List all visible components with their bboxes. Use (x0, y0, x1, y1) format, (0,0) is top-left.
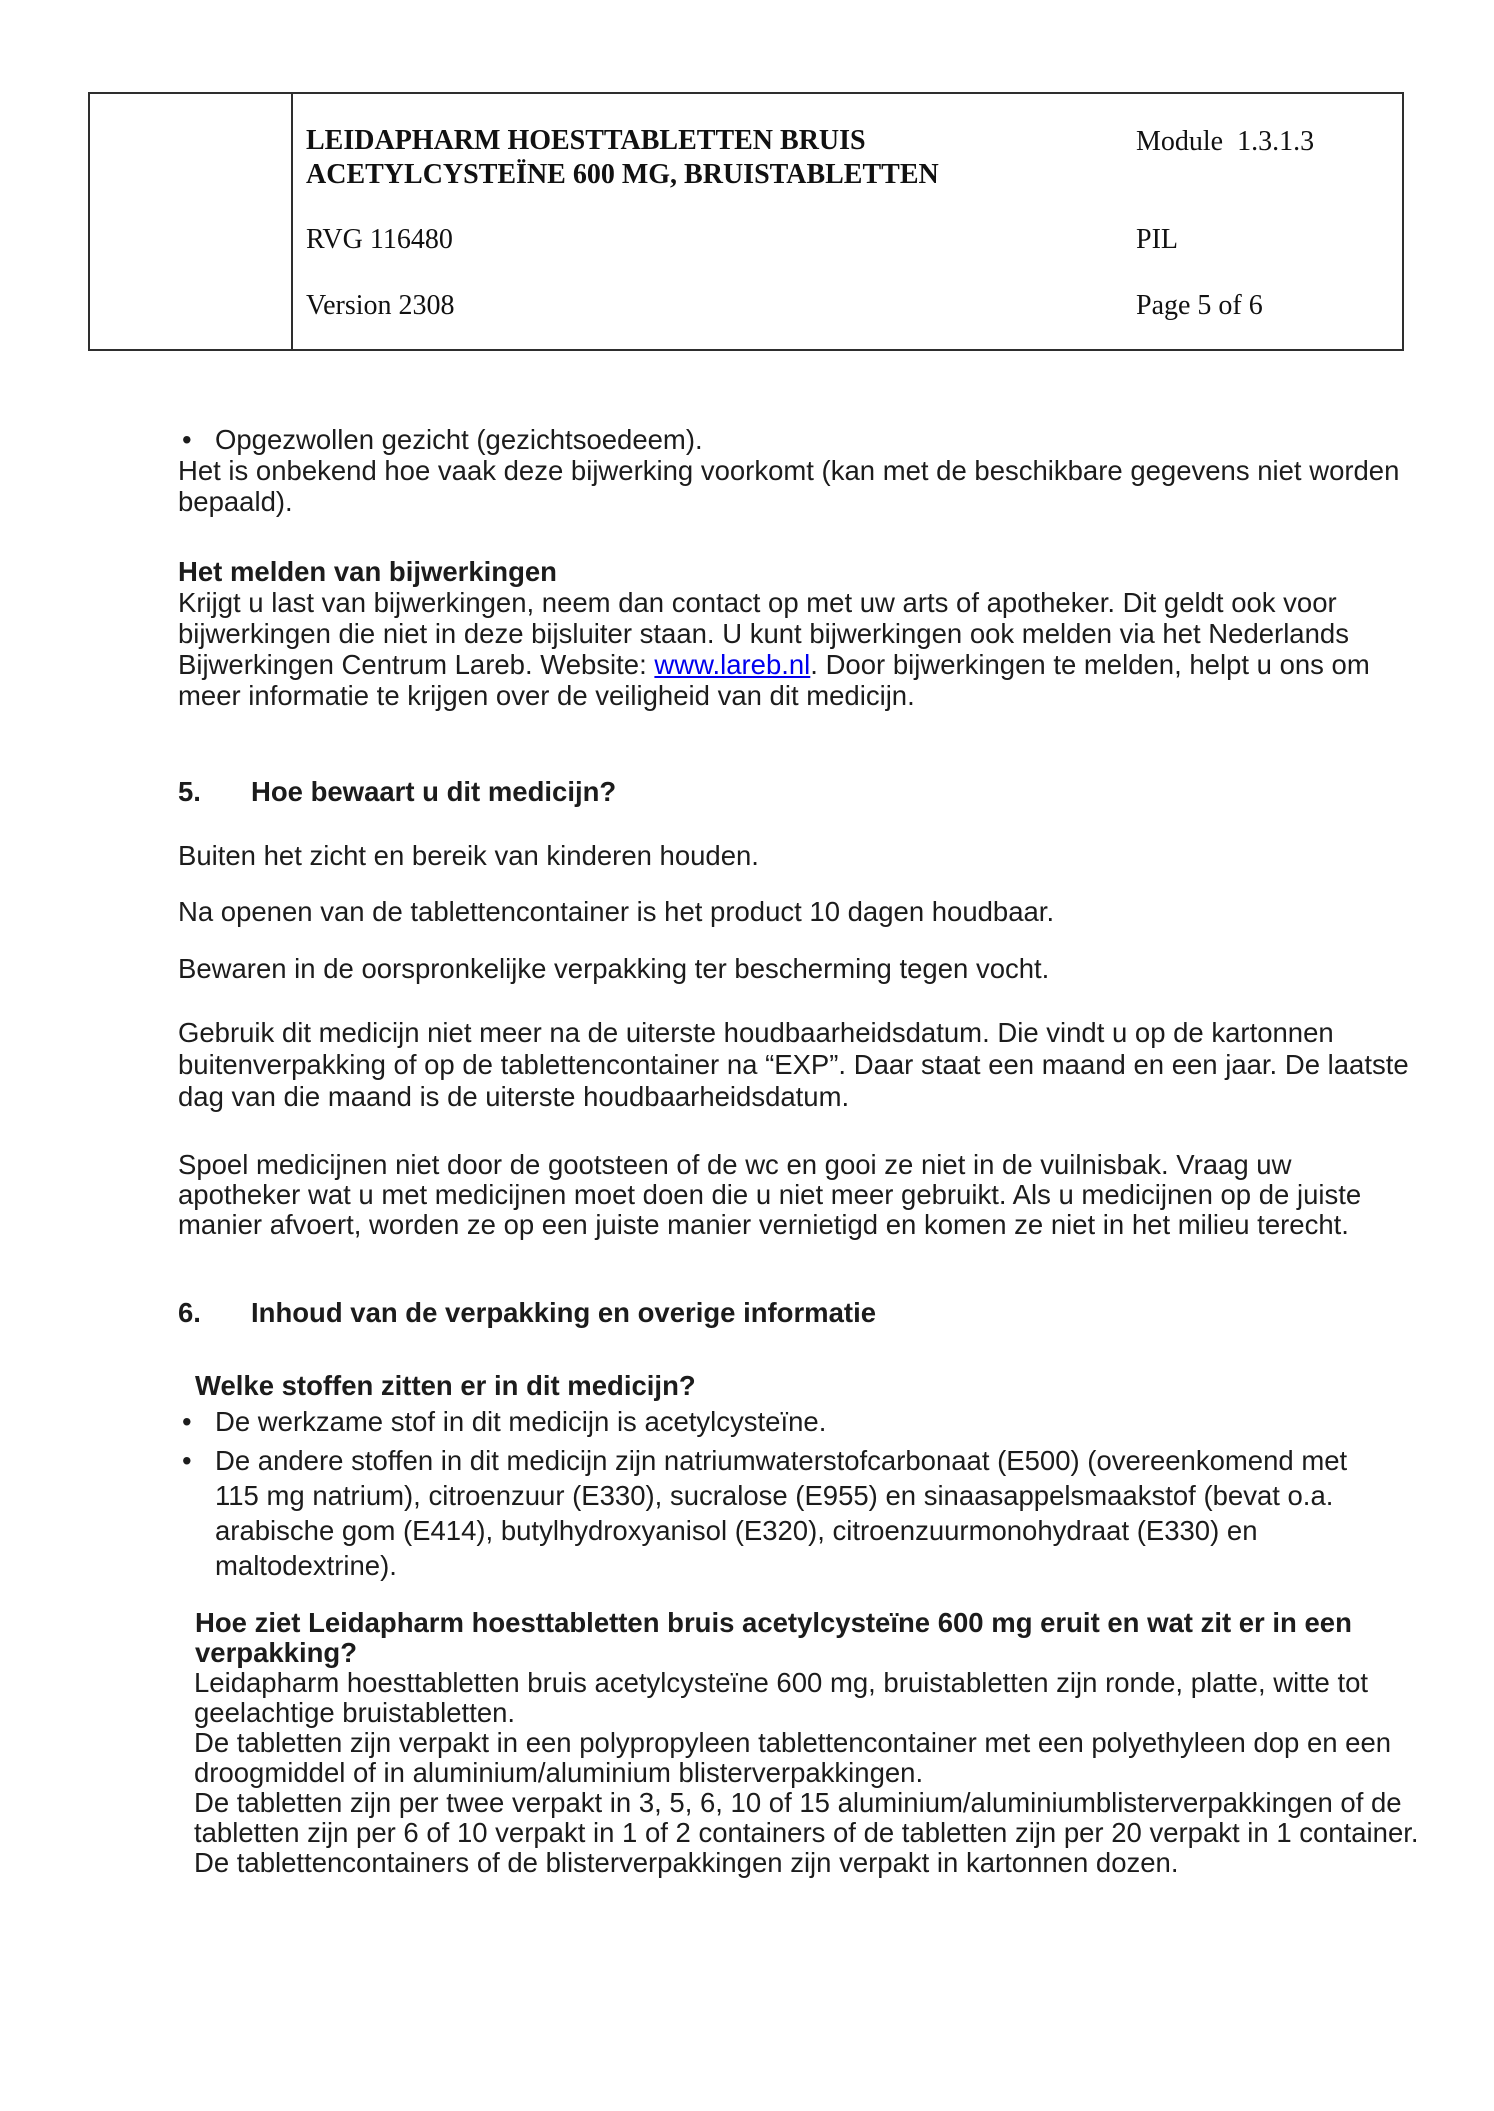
paragraph-text: Bijwerkingen Centrum Lareb. Website: (178, 649, 655, 680)
section-5-heading (178, 776, 616, 807)
paragraph-line: apotheker wat u met medicijnen moet doen die u niet meer gebruikt. Als u medicijnen op de juiste (178, 1179, 1362, 1210)
reporting-heading: Het melden van bijwerkingen (178, 556, 557, 587)
page-number: Page 5 of 6 (1136, 290, 1263, 321)
paragraph-line: dag van die maand is de uiterste houdbaarheidsdatum. (178, 1081, 850, 1112)
product-title (306, 124, 939, 192)
doc-type-label: PIL (1136, 224, 1178, 255)
appearance-heading (195, 1608, 1352, 1668)
section-number: 5. (178, 776, 201, 807)
paragraph-line: maltodextrine). (215, 1550, 397, 1581)
composition-heading: Welke stoffen zitten er in dit medicijn? (195, 1370, 696, 1401)
paragraph-line: geelachtige bruistabletten. (194, 1697, 516, 1728)
paragraph-line: buitenverpakking of op de tablettencontainer na “EXP”. Daar staat een maand en een jaar. De laatste (178, 1049, 1409, 1080)
paragraph-line: manier afvoert, worden ze op een juiste manier vernietigd en komen ze niet in het milieu terecht. (178, 1209, 1349, 1240)
version-label: Version 2308 (306, 290, 455, 321)
composition-list (178, 1404, 1347, 1583)
list-item (178, 1404, 1347, 1439)
heading-line: Hoe ziet Leidapharm hoesttabletten bruis acetylcysteïne 600 mg eruit en wat zit er in een (195, 1607, 1352, 1638)
side-effect-text: Opgezwollen gezicht (gezichtsoedeem). (215, 424, 703, 455)
side-effects-block (178, 424, 1399, 517)
storage-p3: Bewaren in de oorspronkelijke verpakking ter bescherming tegen vocht. (178, 953, 1050, 984)
paragraph-line: arabische gom (E414), butylhydroxyanisol (E320), citroenzuurmonohydraat (E330) en (215, 1515, 1258, 1546)
paragraph-line: bepaald). (178, 486, 293, 517)
storage-p1: Buiten het zicht en bereik van kinderen houden. (178, 840, 759, 871)
section-title: Inhoud van de verpakking en overige informatie (251, 1297, 877, 1328)
storage-p5 (178, 1150, 1361, 1240)
paragraph-line: droogmiddel of in aluminium/aluminium blisterverpakkingen. (194, 1757, 924, 1788)
header-column-divider (291, 94, 293, 349)
paragraph-line: Het is onbekend hoe vaak deze bijwerking voorkomt (kan met de beschikbare gegevens niet worden (178, 455, 1400, 486)
storage-p2: Na openen van de tablettencontainer is het product 10 dagen houdbaar. (178, 896, 1055, 927)
paragraph-line: meer informatie te krijgen over de veiligheid van dit medicijn. (178, 680, 915, 711)
paragraph-line: Gebruik dit medicijn niet meer na de uiterste houdbaarheidsdatum. Die vindt u op de kartonnen (178, 1017, 1334, 1048)
paragraph-line: Leidapharm hoesttabletten bruis acetylcysteïne 600 mg, bruistabletten zijn ronde, platte, witte tot (194, 1667, 1369, 1698)
heading-line: verpakking? (195, 1637, 358, 1668)
reporting-paragraph (178, 587, 1370, 711)
paragraph-line: bijwerkingen die niet in deze bijsluiter staan. U kunt bijwerkingen ook melden via het Nederlands (178, 618, 1349, 649)
section-6-heading (178, 1297, 876, 1328)
paragraph-line: Krijgt u last van bijwerkingen, neem dan contact op met uw arts of apotheker. Dit geldt ook voor (178, 587, 1337, 618)
paragraph-line (178, 649, 1370, 680)
paragraph-line: De tablettencontainers of de blisterverpakkingen zijn verpakt in kartonnen dozen. (194, 1847, 1179, 1878)
appearance-paragraph (194, 1668, 1419, 1878)
ingredient-text: De andere stoffen in dit medicijn zijn natriumwaterstofcarbonaat (E500) (overeenkomend met (215, 1445, 1348, 1476)
lareb-website-link[interactable]: www.lareb.nl (654, 649, 811, 680)
bullet-icon: • (182, 1445, 192, 1476)
paragraph-text: . Door bijwerkingen te melden, helpt u ons om (810, 649, 1370, 680)
list-item (178, 1443, 1347, 1478)
paragraph-line: Spoel medicijnen niet door de gootsteen of de wc en gooi ze niet in de vuilnisbak. Vraag uw (178, 1149, 1292, 1180)
paragraph-line: De tabletten zijn per twee verpakt in 3, 5, 6, 10 of 15 aluminium/aluminiumblisterverpakkingen of de (194, 1787, 1402, 1818)
rvg-number: RVG 116480 (306, 224, 453, 255)
section-title: Hoe bewaart u dit medicijn? (251, 776, 617, 807)
product-title-line2: ACETYLCYSTEÏNE 600 MG, BRUISTABLETTEN (306, 159, 939, 190)
module-label: Module 1.3.1.3 (1136, 126, 1315, 157)
ingredient-text: De werkzame stof in dit medicijn is acetylcysteïne. (215, 1406, 827, 1437)
list-item (178, 424, 1399, 455)
storage-p4 (178, 1017, 1409, 1113)
bullet-icon: • (182, 1406, 192, 1437)
paragraph-line: tabletten zijn per 6 of 10 verpakt in 1 of 2 containers of de tabletten zijn per 20 verpakt in 1 container. (194, 1817, 1419, 1848)
section-number: 6. (178, 1297, 201, 1328)
bullet-icon: • (182, 424, 192, 455)
paragraph-line: 115 mg natrium), citroenzuur (E330), sucralose (E955) en sinaasappelsmaakstof (bevat o.a. (215, 1480, 1334, 1511)
header-box (88, 92, 1404, 351)
product-title-line1: LEIDAPHARM HOESTTABLETTEN BRUIS (306, 125, 866, 156)
paragraph-line: De tabletten zijn verpakt in een polypropyleen tablettencontainer met een polyethyleen dop en een (194, 1727, 1392, 1758)
